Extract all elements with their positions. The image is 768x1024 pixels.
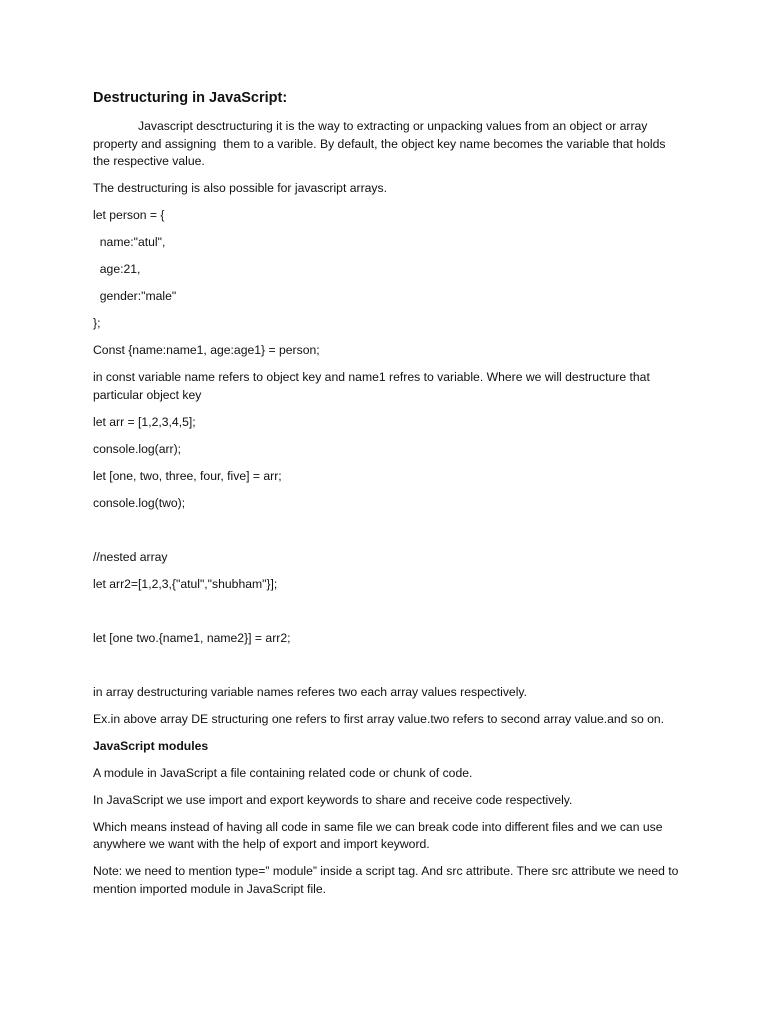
code-comment: //nested array xyxy=(93,549,168,564)
code-line: Const {name:name1, age:age1} = person; xyxy=(93,343,320,357)
intro-paragraph: Javascript desctructuring it is the way to extracting or unpacking values from an object or array property and assigning them to a varible. By default, the object key name becomes the variable that holds the respective value. xyxy=(93,119,669,168)
page-title: Destructuring in JavaScript: xyxy=(93,90,288,106)
blank-line xyxy=(93,603,683,621)
code-line: console.log(arr); xyxy=(93,441,182,456)
explanation-paragraph: in const variable name refers to object key and name1 refres to variable. Where we will destructure that particular object key xyxy=(93,370,654,402)
modules-paragraph: In JavaScript we use import and export keywords to share and receive code respectively. xyxy=(93,792,573,807)
modules-paragraph: Which means instead of having all code in same file we can break code into different files and we can use anywhere we want with the help of export and import keyword. xyxy=(93,819,666,851)
code-line: gender:"male" xyxy=(93,289,177,303)
explanation-paragraph: in array destructuring variable names referes two each array values respectively. xyxy=(93,684,527,699)
modules-paragraph: Note: we need to mention type=” module” inside a script tag. And src attribute. There src attribute we need to mention imported module in JavaScript file. xyxy=(93,864,682,896)
code-line: console.log(two); xyxy=(93,495,186,510)
code-line: let [one two.{name1, name2}] = arr2; xyxy=(93,630,291,645)
code-line: let arr = [1,2,3,4,5]; xyxy=(93,414,196,429)
code-line: }; xyxy=(93,316,101,330)
code-line: age:21, xyxy=(93,262,141,276)
modules-heading: JavaScript modules xyxy=(93,738,209,753)
document-page xyxy=(93,88,683,908)
example-paragraph: Ex.in above array DE structuring one refers to first array value.two refers to second array value.and so on. xyxy=(93,711,665,726)
code-line: let [one, two, three, four, five] = arr; xyxy=(93,468,282,483)
code-line: let arr2=[1,2,3,{"atul","shubham"}]; xyxy=(93,576,278,591)
modules-paragraph: A module in JavaScript a file containing related code or chunk of code. xyxy=(93,765,473,780)
blank-line xyxy=(93,657,683,675)
code-line: name:"atul", xyxy=(93,235,166,249)
arrays-note: The destructuring is also possible for javascript arrays. xyxy=(93,181,387,195)
blank-line xyxy=(93,522,683,540)
code-line: let person = { xyxy=(93,208,165,222)
